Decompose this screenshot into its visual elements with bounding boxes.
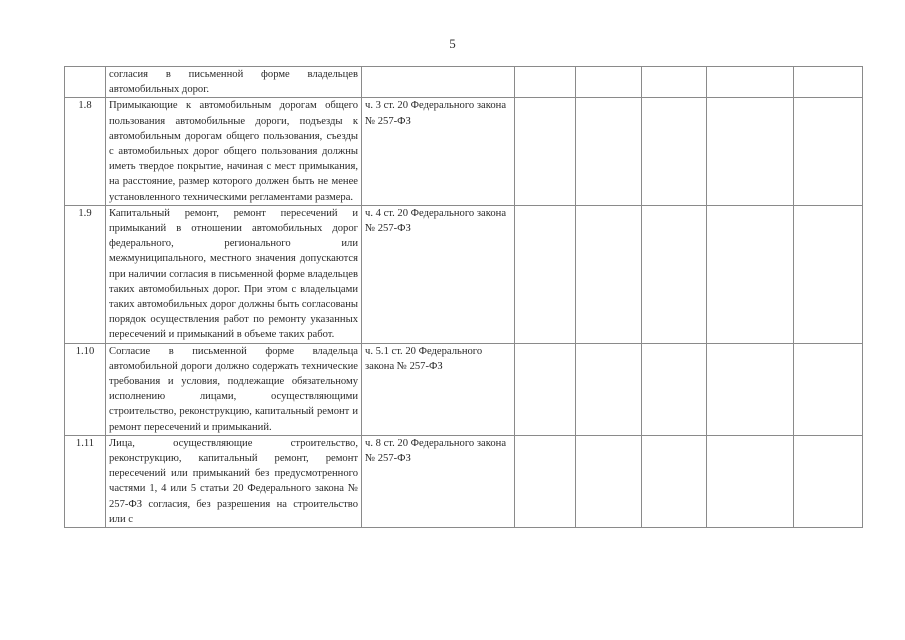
legal-reference: ч. 4 ст. 20 Федерального закона № 257-ФЗ: [362, 205, 515, 343]
table-row: [65, 67, 863, 98]
answer-cell: [642, 343, 707, 435]
legal-reference: [362, 67, 515, 98]
answer-cell: [794, 205, 863, 343]
answer-cell: [707, 343, 794, 435]
answer-cell: [707, 98, 794, 205]
page-number: 5: [449, 36, 456, 51]
answer-cell: [515, 343, 576, 435]
answer-cell: [576, 98, 642, 205]
answer-cell: [794, 343, 863, 435]
answer-cell: [515, 98, 576, 205]
answer-cell: [794, 98, 863, 205]
answer-cell: [642, 435, 707, 527]
table-row: [65, 98, 863, 205]
requirement-text: Согласие в письменной форме владельца автомобильной дороги должно содержать технические требования и условия, подлежащие обязательному исполнению лицами, осуществляющими строительство, реконструкцию, капитальный ремонт и ремонт пересечений и примыканий.: [106, 343, 362, 435]
requirement-text: Капитальный ремонт, ремонт пересечений и примыканий в отношении автомобильных дорог федерального, регионального или межмуниципального, местного значения допускаются при наличии согласия в письменной форме владельцев таких автомобильных дорог. При этом с владельцами таких автомобильных дорог должны быть согласованы порядок осуществления работ по ремонту указанных пересечений и примыканий в объеме таких работ.: [106, 205, 362, 343]
answer-cell: [515, 205, 576, 343]
row-number: 1.11: [65, 435, 106, 527]
legal-reference: ч. 5.1 ст. 20 Федерального закона № 257-ФЗ: [362, 343, 515, 435]
answer-cell: [576, 435, 642, 527]
answer-cell: [707, 435, 794, 527]
answer-cell: [642, 98, 707, 205]
legal-reference: ч. 3 ст. 20 Федерального закона № 257-ФЗ: [362, 98, 515, 205]
requirement-text: Лица, осуществляющие строительство, реконструкцию, капитальный ремонт, ремонт пересечений или примыканий без предусмотренного частями 1, 4 или 5 статьи 20 Федерального закона № 257-ФЗ согласия, без разрешения на строительство или с: [106, 435, 362, 527]
answer-cell: [515, 435, 576, 527]
requirement-text: Примыкающие к автомобильным дорогам общего пользования автомобильные дороги, подъезды к автомобильным дорогам общего пользования, съезды с автомобильных дорог общего пользования должны иметь твердое покрытие, начиная с мест примыкания, на расстояние, размер которого должен быть не менее установленного техническими регламентами размера.: [106, 98, 362, 205]
requirement-text: согласия в письменной форме владельцев автомобильных дорог.: [106, 67, 362, 98]
table-row: [65, 205, 863, 343]
answer-cell: [576, 343, 642, 435]
answer-cell: [576, 205, 642, 343]
legal-reference: ч. 8 ст. 20 Федерального закона № 257-ФЗ: [362, 435, 515, 527]
row-number: [65, 67, 106, 98]
row-number: 1.10: [65, 343, 106, 435]
answer-cell: [794, 435, 863, 527]
answer-cell: [576, 67, 642, 98]
row-number: 1.8: [65, 98, 106, 205]
answer-cell: [642, 67, 707, 98]
table-row: [65, 435, 863, 527]
answer-cell: [794, 67, 863, 98]
row-number: 1.9: [65, 205, 106, 343]
requirements-table: [64, 66, 863, 528]
answer-cell: [707, 205, 794, 343]
answer-cell: [515, 67, 576, 98]
answer-cell: [642, 205, 707, 343]
answer-cell: [707, 67, 794, 98]
table-row: [65, 343, 863, 435]
